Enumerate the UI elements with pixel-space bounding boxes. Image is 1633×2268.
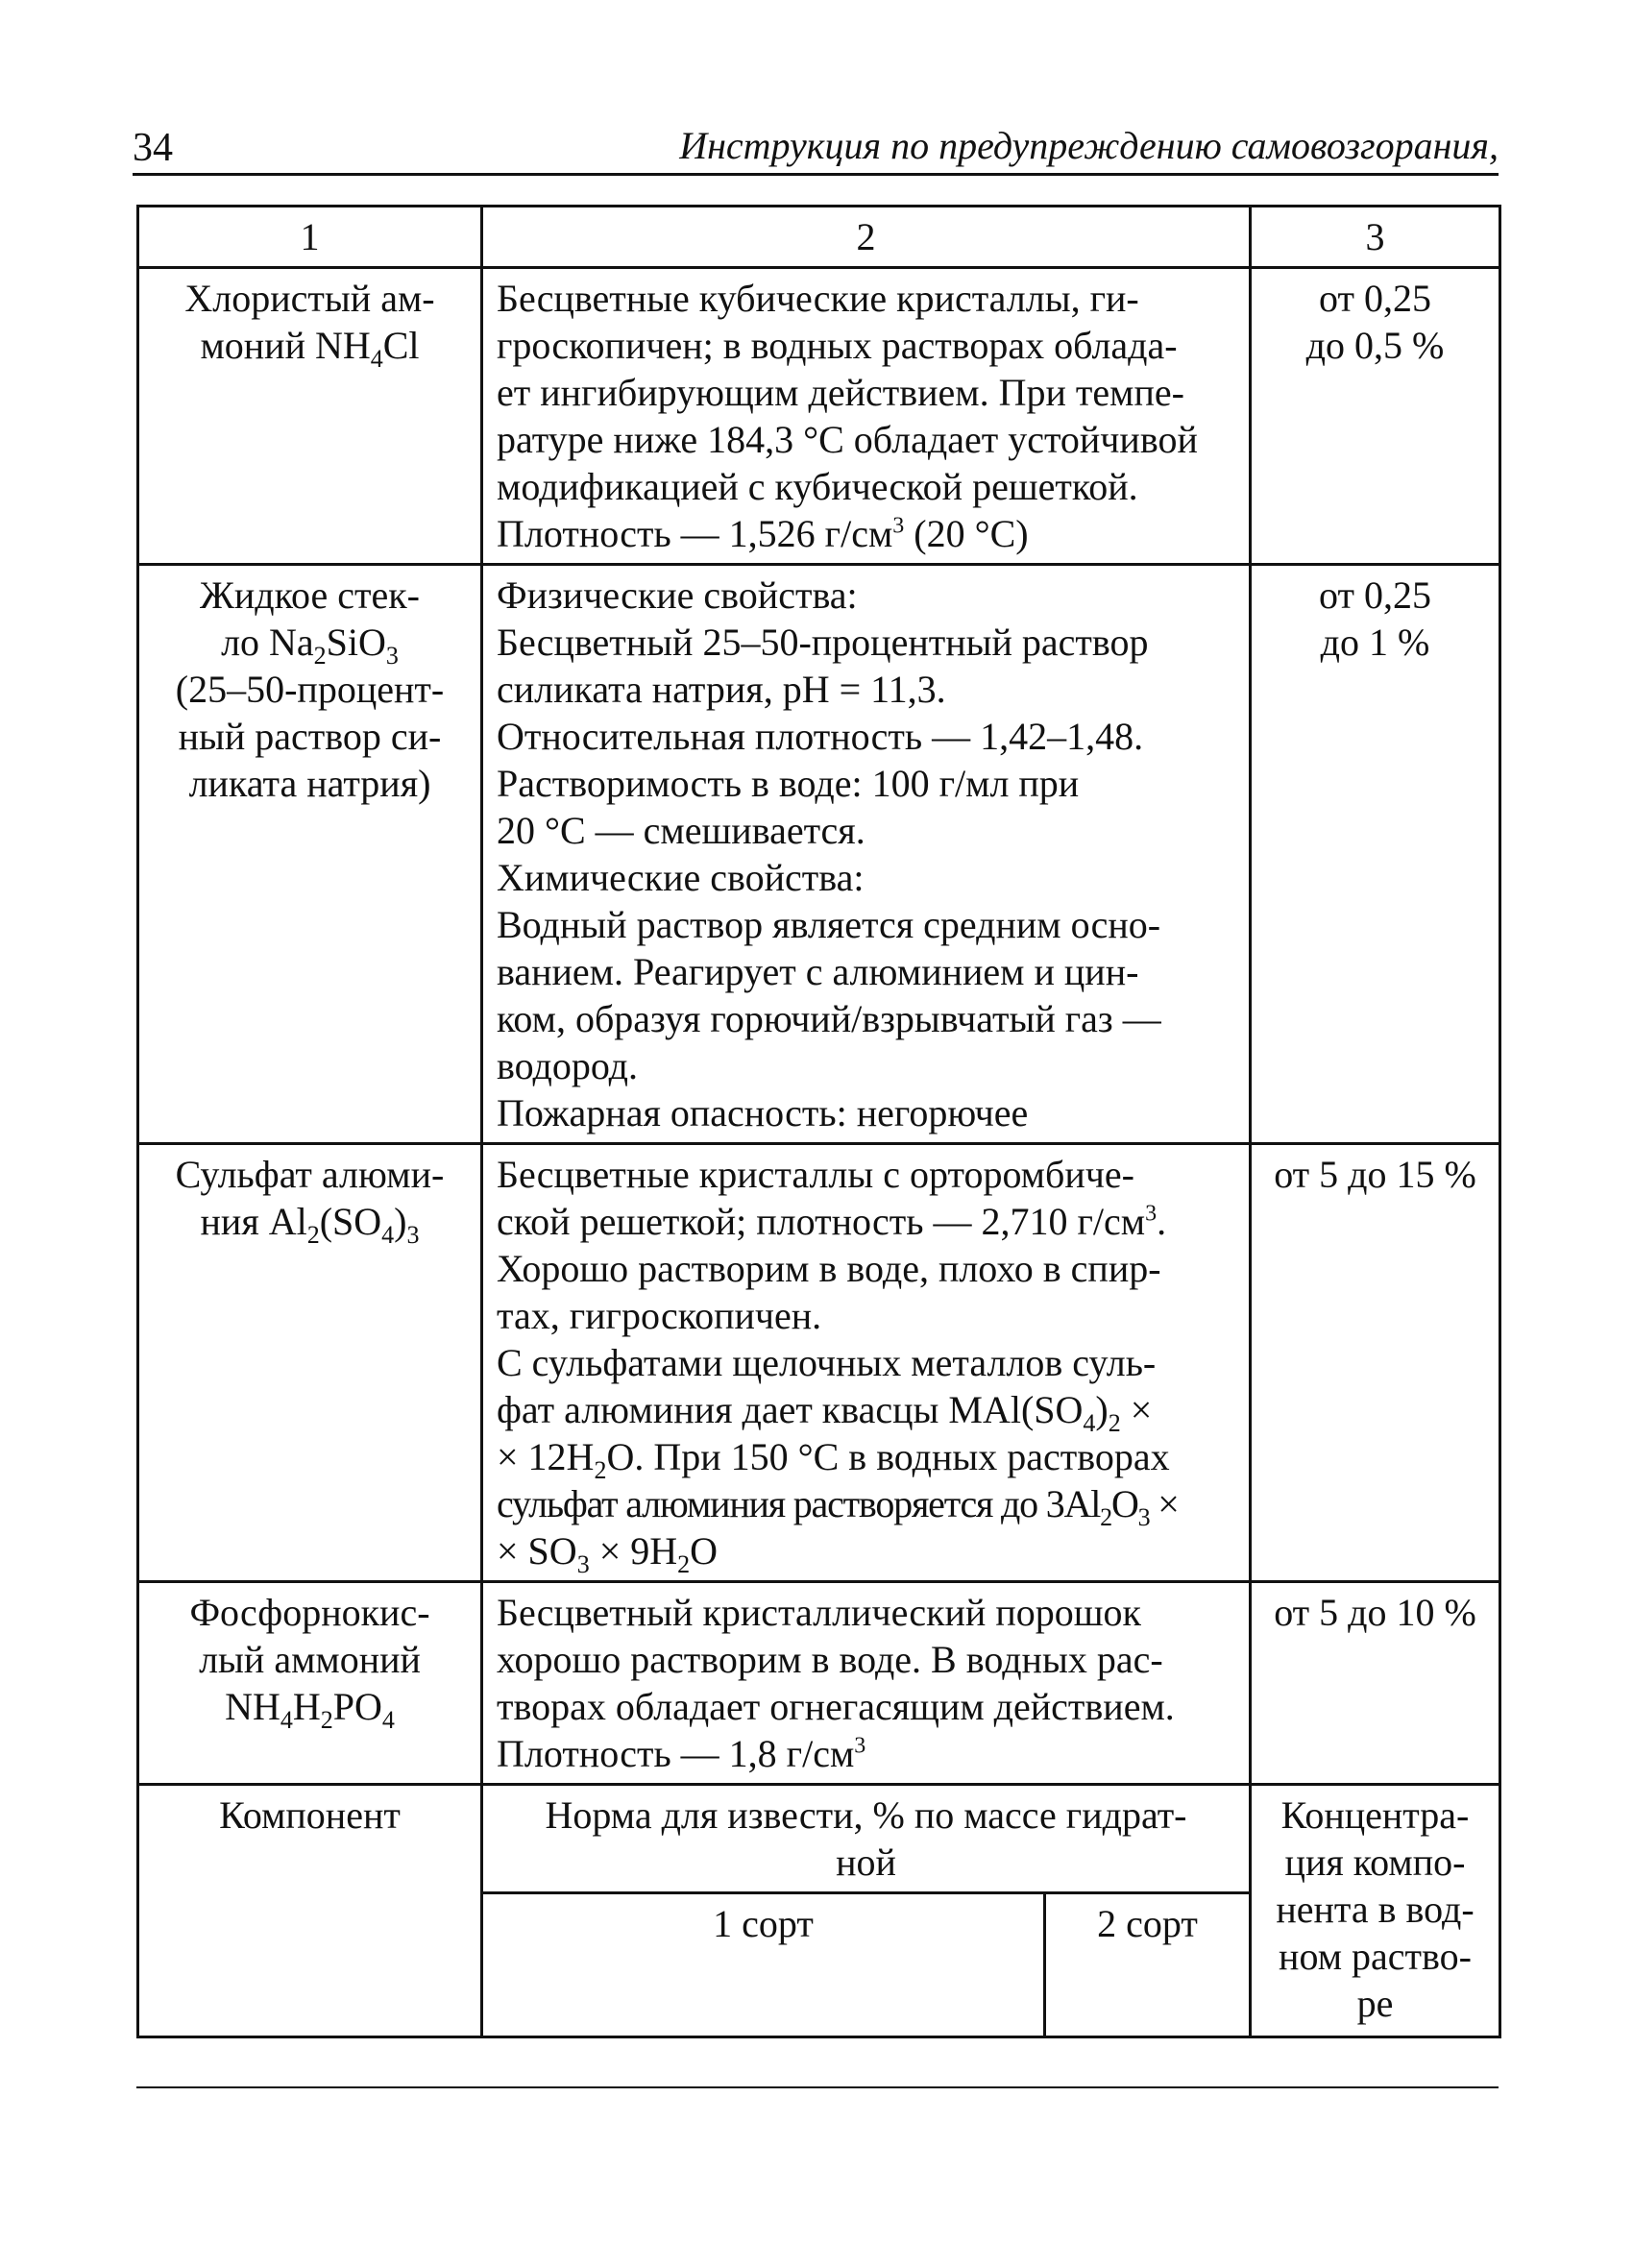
component-description: Бесцветные кристаллы с орторомбиче- ской решеткой; плотность — 2,710 $г/см^3$. Хорошо растворим в воде, плохо в спир- тах, гигроскопичен. С сульфатами щелочных металлов суль- фат алюминия дает квасцы $MAl(SO_4)_2$ × × $12H_2O$. При 150 °С в водных растворах сульфат алюминия растворяется до $3Al_2O_3$ × × $SO_3 \times 9H_2O$ <box>482 1144 1251 1582</box>
column-number-row <box>138 207 1500 268</box>
component-concentration: от 5 до 15 % <box>1251 1144 1500 1582</box>
properties-table <box>136 205 1501 2038</box>
table-row <box>138 1582 1500 1785</box>
table-row <box>138 1144 1500 1582</box>
header-rule <box>133 173 1499 176</box>
header-grade-2: 2 сорт <box>1045 1893 1251 2037</box>
component-name: Хлористый ам- моний $NH_4Cl$ <box>138 268 482 565</box>
column-number-3: 3 <box>1251 207 1500 268</box>
column-number-1: 1 <box>138 207 482 268</box>
component-name: Фосфорнокис- лый аммоний $NH_4H_2PO_4$ <box>138 1582 482 1785</box>
header-component: Компонент <box>138 1785 482 2037</box>
component-name: Жидкое стек- ло $Na_2SiO_3$ (25–50-процент- ный раствор си- ликата натрия) <box>138 565 482 1144</box>
component-description: Физические свойства: Бесцветный 25–50-процентный раствор силиката натрия, pH = 11,3. Относительная плотность — 1,42–1,48. Растворимость в воде: 100 г/мл при 20 °С — смешивается. Химические свойства: Водный раствор является средним осно- ванием. Реагирует с алюминием и цин- ком, образуя горючий/взрывчатый газ — водород. Пожарная опасность: негорючее <box>482 565 1251 1144</box>
footer-rule <box>136 2086 1499 2088</box>
component-description: Бесцветный кристаллический порошок хорошо растворим в воде. В водных рас- творах обладает огнегасящим действием. Плотность — 1,8 $г/см^3$ <box>482 1582 1251 1785</box>
component-concentration: от 0,25 до 1 % <box>1251 565 1500 1144</box>
running-title: Инструкция по предупреждению самовозгорания, <box>679 124 1499 167</box>
page-number: 34 <box>133 126 173 170</box>
component-concentration: от 0,25 до 0,5 % <box>1251 268 1500 565</box>
header-grade-1: 1 сорт <box>482 1893 1045 2037</box>
component-description: Бесцветные кубические кристаллы, ги- гроскопичен; в водных растворах облада- ет ингибирующим действием. При темпе- ратуре ниже 184,3 °С обладает устойчивой модификацией с кубической решеткой. Плотность — 1,526 $г/см^3$ (20 °С) <box>482 268 1251 565</box>
column-number-2: 2 <box>482 207 1251 268</box>
continuation-header-row <box>138 1785 1500 1893</box>
header-concentration: Концентра- ция компо- нента в вод- ном раство- ре <box>1251 1785 1500 2037</box>
table-row <box>138 565 1500 1144</box>
component-name: Сульфат алюми- ния $Al_2(SO_4)_3$ <box>138 1144 482 1582</box>
header-norm: Норма для извести, % по массе гидрат- ной <box>482 1785 1251 1893</box>
component-concentration: от 5 до 10 % <box>1251 1582 1500 1785</box>
table-row <box>138 268 1500 565</box>
